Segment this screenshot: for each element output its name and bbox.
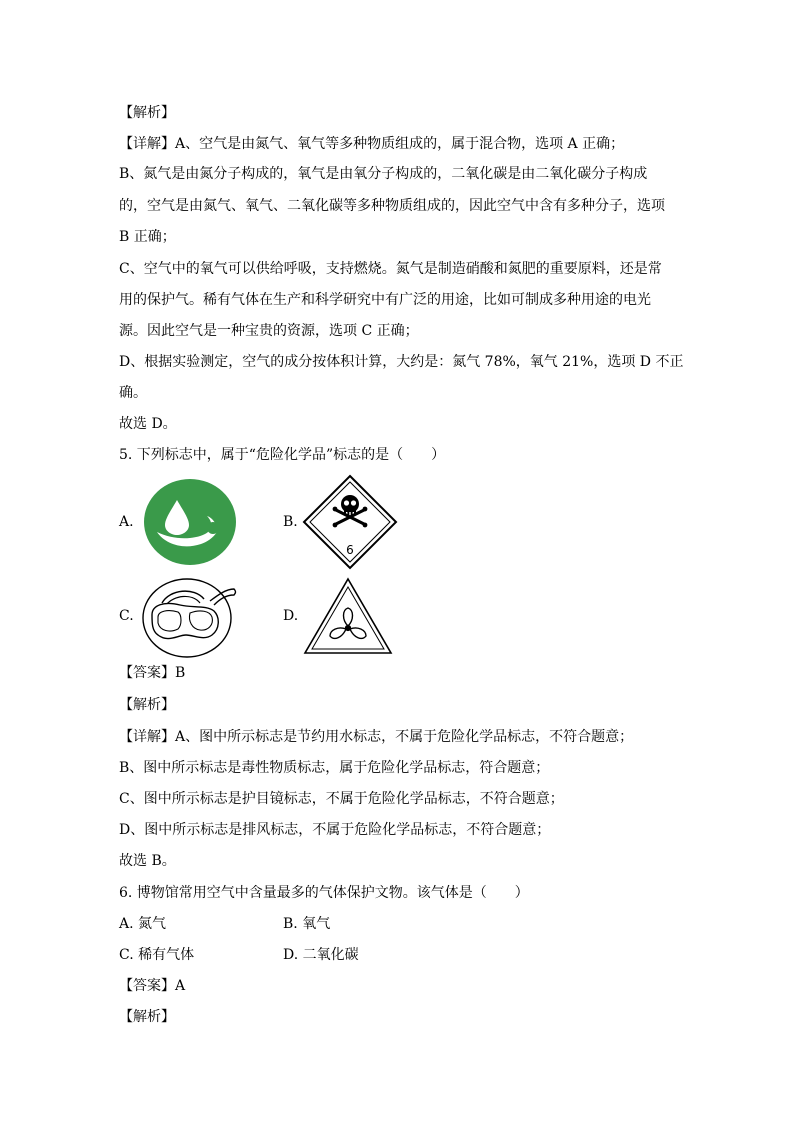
toxic-substance-sign-icon xyxy=(302,474,398,570)
detail-line: B、图中所示标志是毒性物质标志，属于危险化学品标志，符合题意； xyxy=(119,760,550,776)
option-b-label: B. xyxy=(283,514,298,530)
question-6: 6. 博物馆常用空气中含量最多的气体保护文物。该气体是（ ） xyxy=(119,885,529,901)
detail-line: C、空气中的氧气可以供给呼吸，支持燃烧。氮气是制造硝酸和氮肥的重要原料，还是常 xyxy=(119,261,662,277)
conclusion-line: 故选 B。 xyxy=(119,853,176,869)
detail-line: 【详解】A、空气是由氮气、氧气等多种物质组成的，属于混合物，选项 A 正确； xyxy=(119,136,625,152)
analysis-heading: 【解析】 xyxy=(119,697,175,713)
q6-option-b: B. 氧气 xyxy=(283,916,331,932)
detail-line: 源。因此空气是一种宝贵的资源，选项 C 正确； xyxy=(119,323,419,339)
detail-line: D、根据实验测定，空气的成分按体积计算，大约是：氮气 78%，氧气 21%，选项 D 不正 xyxy=(119,354,684,370)
ventilation-fan-sign-icon xyxy=(302,576,394,656)
analysis-heading: 【解析】 xyxy=(119,1009,175,1025)
detail-line: D、图中所示标志是排风标志，不属于危险化学品标志，不符合题意； xyxy=(119,822,551,838)
toxic-class-number: 6 xyxy=(346,543,354,557)
analysis-heading: 【解析】 xyxy=(119,105,175,121)
detail-line: 用的保护气。稀有气体在生产和科学研究中有广泛的用途，比如可制成多种用途的电光 xyxy=(119,292,651,308)
detail-line: C、图中所示标志是护目镜标志，不属于危险化学品标志，不符合题意； xyxy=(119,791,564,807)
detail-line: 确。 xyxy=(119,385,147,401)
water-saving-sign-icon xyxy=(143,478,237,566)
goggles-sign-icon xyxy=(140,575,238,659)
detail-line: B 正确； xyxy=(119,229,176,245)
q6-option-a: A. 氮气 xyxy=(119,916,167,932)
conclusion-line: 故选 D。 xyxy=(119,416,177,432)
q6-option-c: C. 稀有气体 xyxy=(119,947,195,963)
detail-line: B、氮气是由氮分子构成的，氧气是由氧分子构成的，二氧化碳是由二氧化碳分子构成 xyxy=(119,166,648,182)
option-d-label: D. xyxy=(283,608,299,624)
detail-line: 【详解】A、图中所示标志是节约用水标志，不属于危险化学品标志，不符合题意； xyxy=(119,729,634,745)
option-a-label: A. xyxy=(119,514,134,530)
q6-option-d: D. 二氧化碳 xyxy=(283,947,359,963)
option-c-label: C. xyxy=(119,608,134,624)
detail-line: 的，空气是由氮气、氧气、二氧化碳等多种物质组成的，因此空气中含有多种分子，选项 xyxy=(119,198,665,214)
answer-6: 【答案】A xyxy=(119,978,186,994)
question-5: 5. 下列标志中，属于“危险化学品”标志的是（ ） xyxy=(119,447,446,463)
answer-5: 【答案】B xyxy=(119,665,186,681)
